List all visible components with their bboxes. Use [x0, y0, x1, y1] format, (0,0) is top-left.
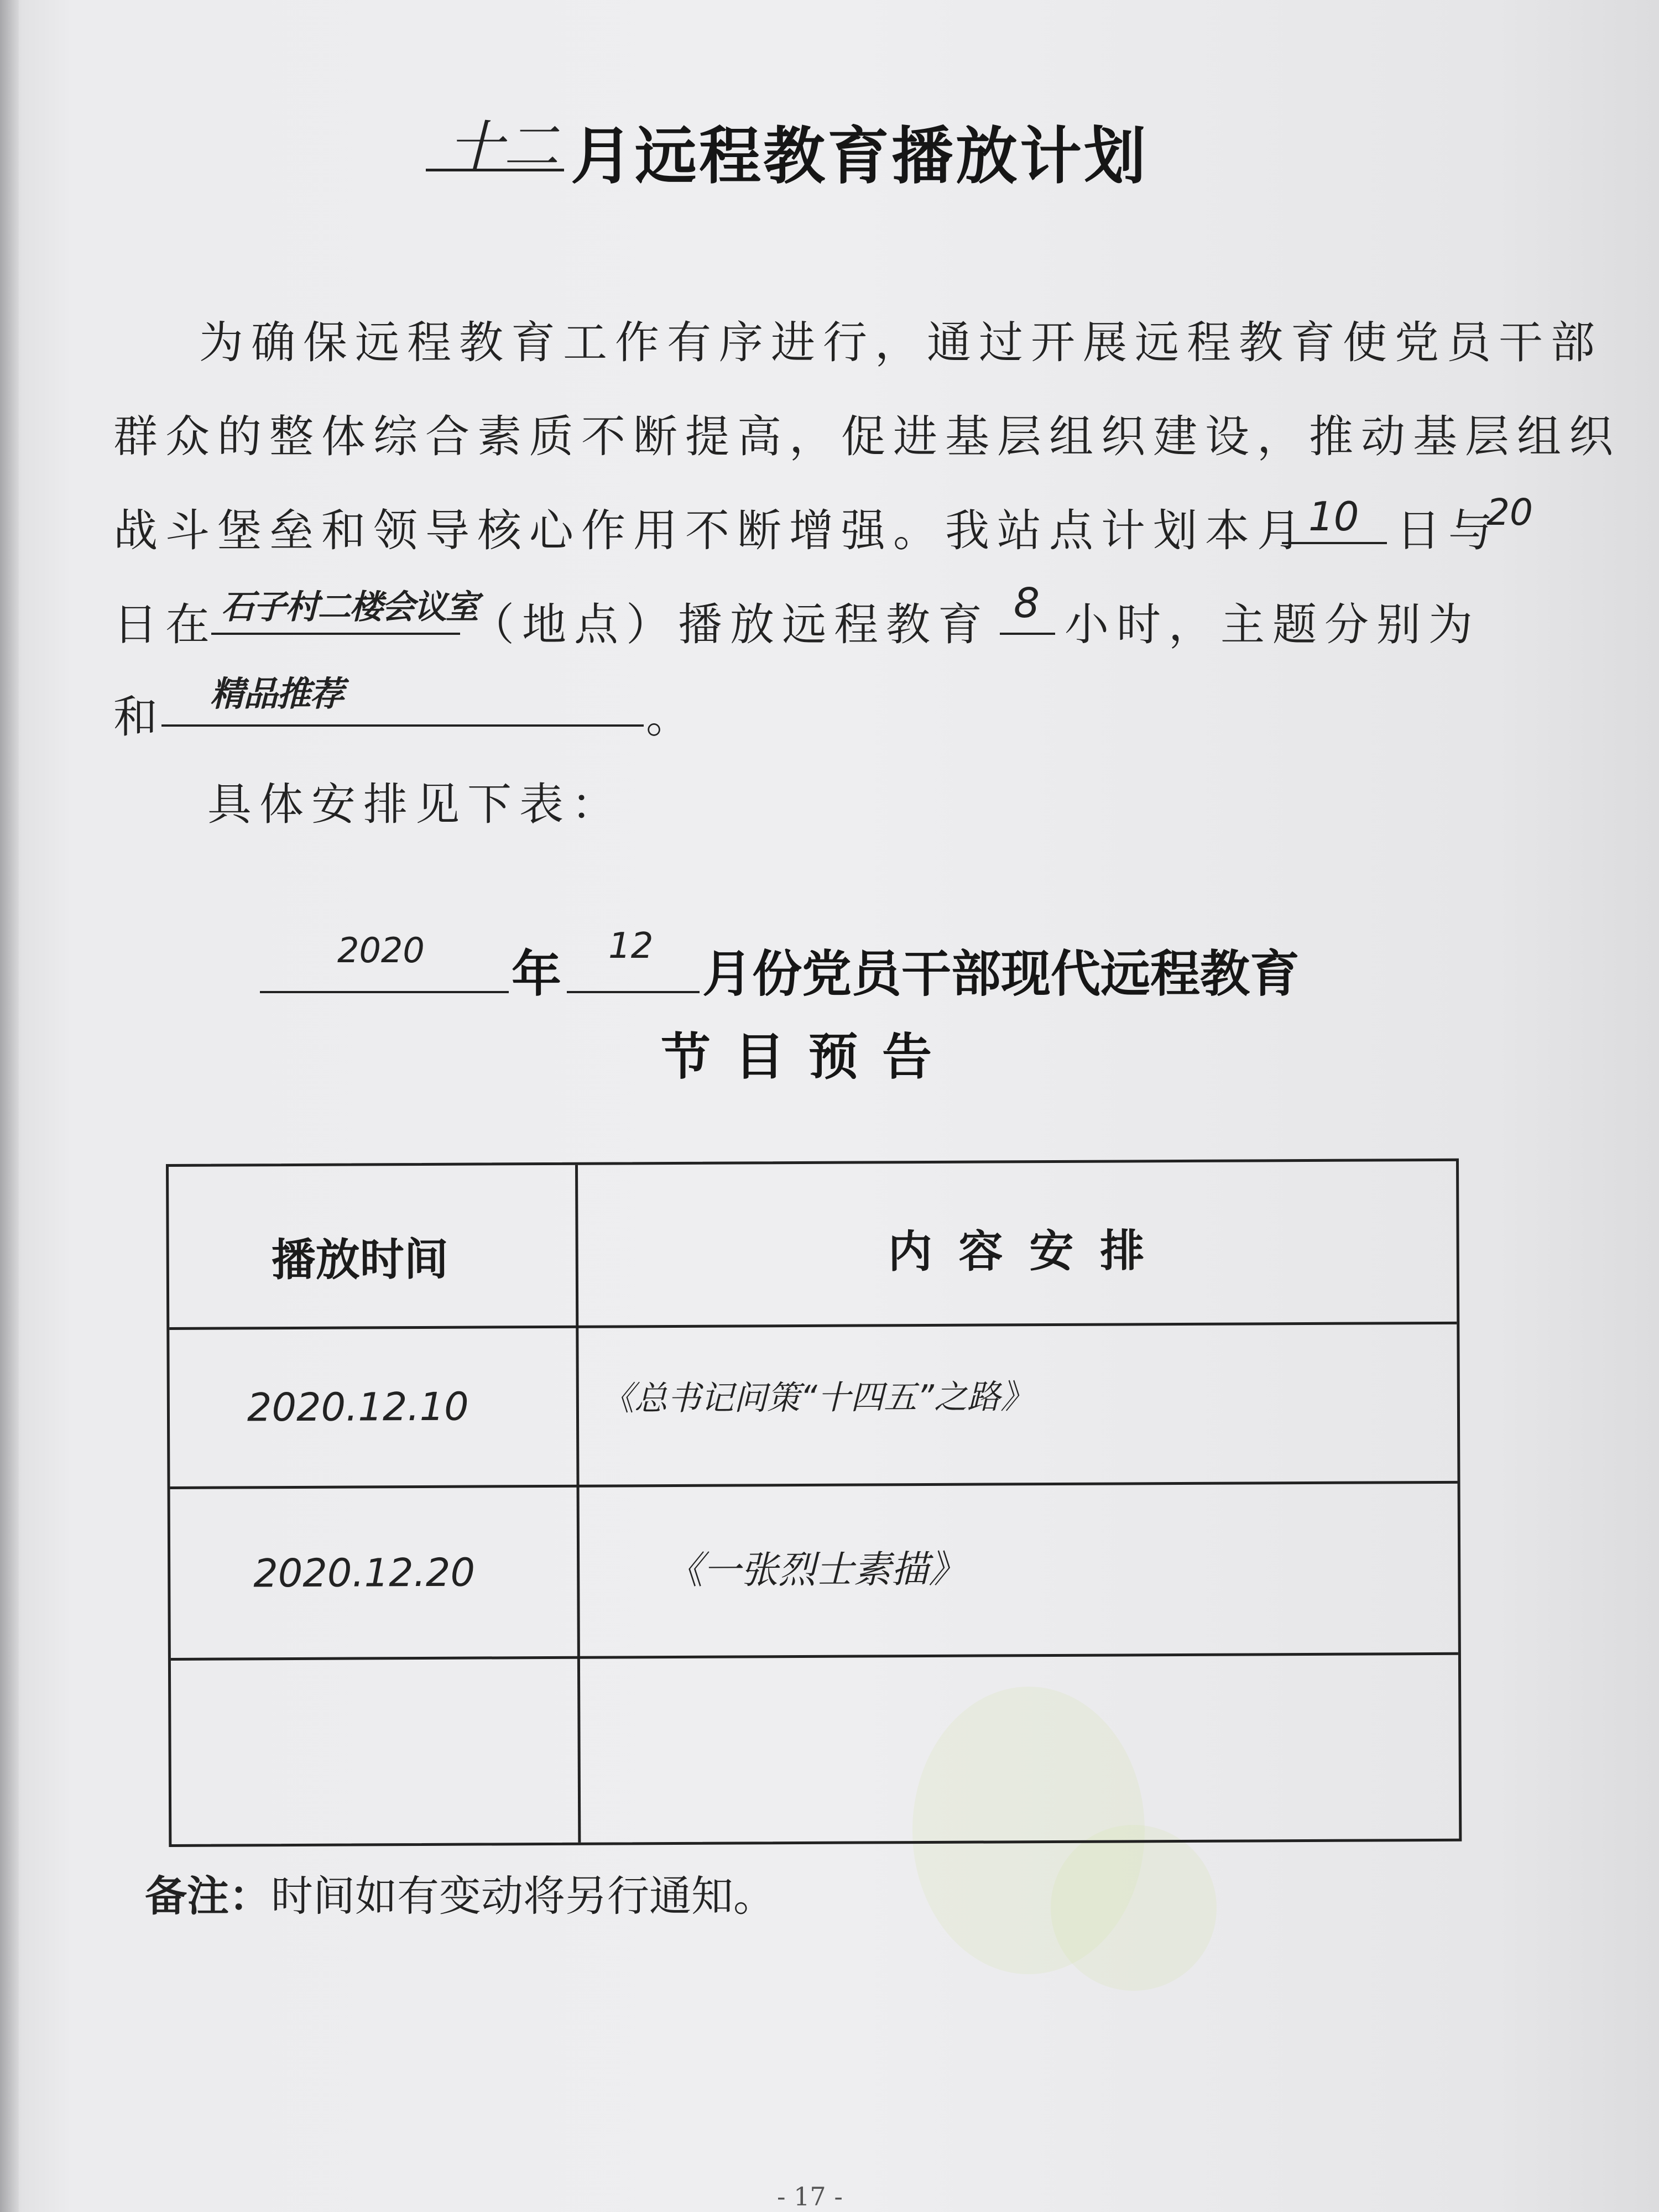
year-label: 年: [512, 945, 561, 1003]
table-row-divider: [171, 1652, 1458, 1661]
intro-line-4-suffix: 小时，主题分别为: [1065, 599, 1480, 650]
month-handwritten: 12: [608, 926, 654, 967]
year-handwritten: 2020: [337, 930, 425, 971]
schedule-table: [166, 1159, 1462, 1847]
topics-blank: [161, 672, 644, 727]
month-blank: [567, 926, 700, 993]
header-content: 内 容 安 排: [888, 1225, 1150, 1278]
intro-line-5-suffix: 。: [646, 691, 698, 743]
row2-time: 2020.12.20: [253, 1550, 476, 1597]
table-row-divider: [170, 1481, 1458, 1489]
note: [145, 1863, 775, 1923]
note-text: 时间如有变动将另行通知。: [271, 1871, 775, 1921]
intro-line-3-prefix: 战斗堡垒和领导核心作用不断增强。我站点计划本月: [113, 505, 1309, 556]
title-text: 月远程教育播放计划: [571, 121, 1148, 192]
intro-line-1: 为确保远程教育工作有序进行，通过开展远程教育使党员干部: [199, 317, 1603, 368]
year-blank: [260, 930, 509, 993]
location-blank: [211, 586, 478, 635]
intro-line-4-mid: （地点）播放远程教育: [470, 599, 990, 650]
row1-time: 2020.12.10: [247, 1384, 469, 1431]
intro-line-6: 具体安排见下表：: [207, 779, 623, 830]
intro-line-3-mid: 日与: [1396, 505, 1500, 556]
paper-stain: [1051, 1825, 1217, 1991]
binding-shadow: [0, 0, 19, 2212]
location-handwritten: 石子村二楼会议室: [221, 588, 478, 627]
schedule-subtitle: 节 目 预 告: [661, 1028, 935, 1086]
day1-handwritten: 10: [1308, 493, 1359, 540]
row2-content: 《一张烈士素描》: [665, 1547, 967, 1593]
note-label: 备注：: [145, 1871, 271, 1921]
table-column-divider: [575, 1165, 581, 1843]
day1-blank: [1282, 493, 1387, 544]
intro-line-2: 群众的整体综合素质不断提高，促进基层组织建设，推动基层组织: [113, 411, 1621, 462]
title-month-handwritten: 十二: [448, 114, 559, 179]
intro-line-5-prefix: 和: [113, 691, 165, 743]
hours-handwritten: 8: [1014, 580, 1040, 627]
month-label: 月份党员干部现代远程教育: [702, 945, 1300, 1003]
hours-blank: [1000, 580, 1055, 635]
page-number: - 17 -: [777, 2182, 843, 2211]
table-row-divider: [169, 1322, 1457, 1330]
topics-handwritten: 精品推荐: [210, 674, 343, 714]
header-play-time: 播放时间: [271, 1233, 448, 1286]
title-month-blank: [426, 102, 564, 179]
day2-handwritten: 20: [1486, 491, 1533, 534]
intro-line-4-prefix: 日在: [113, 599, 217, 650]
row1-content: 《总书记问策“十四五”之路》: [601, 1378, 1034, 1418]
